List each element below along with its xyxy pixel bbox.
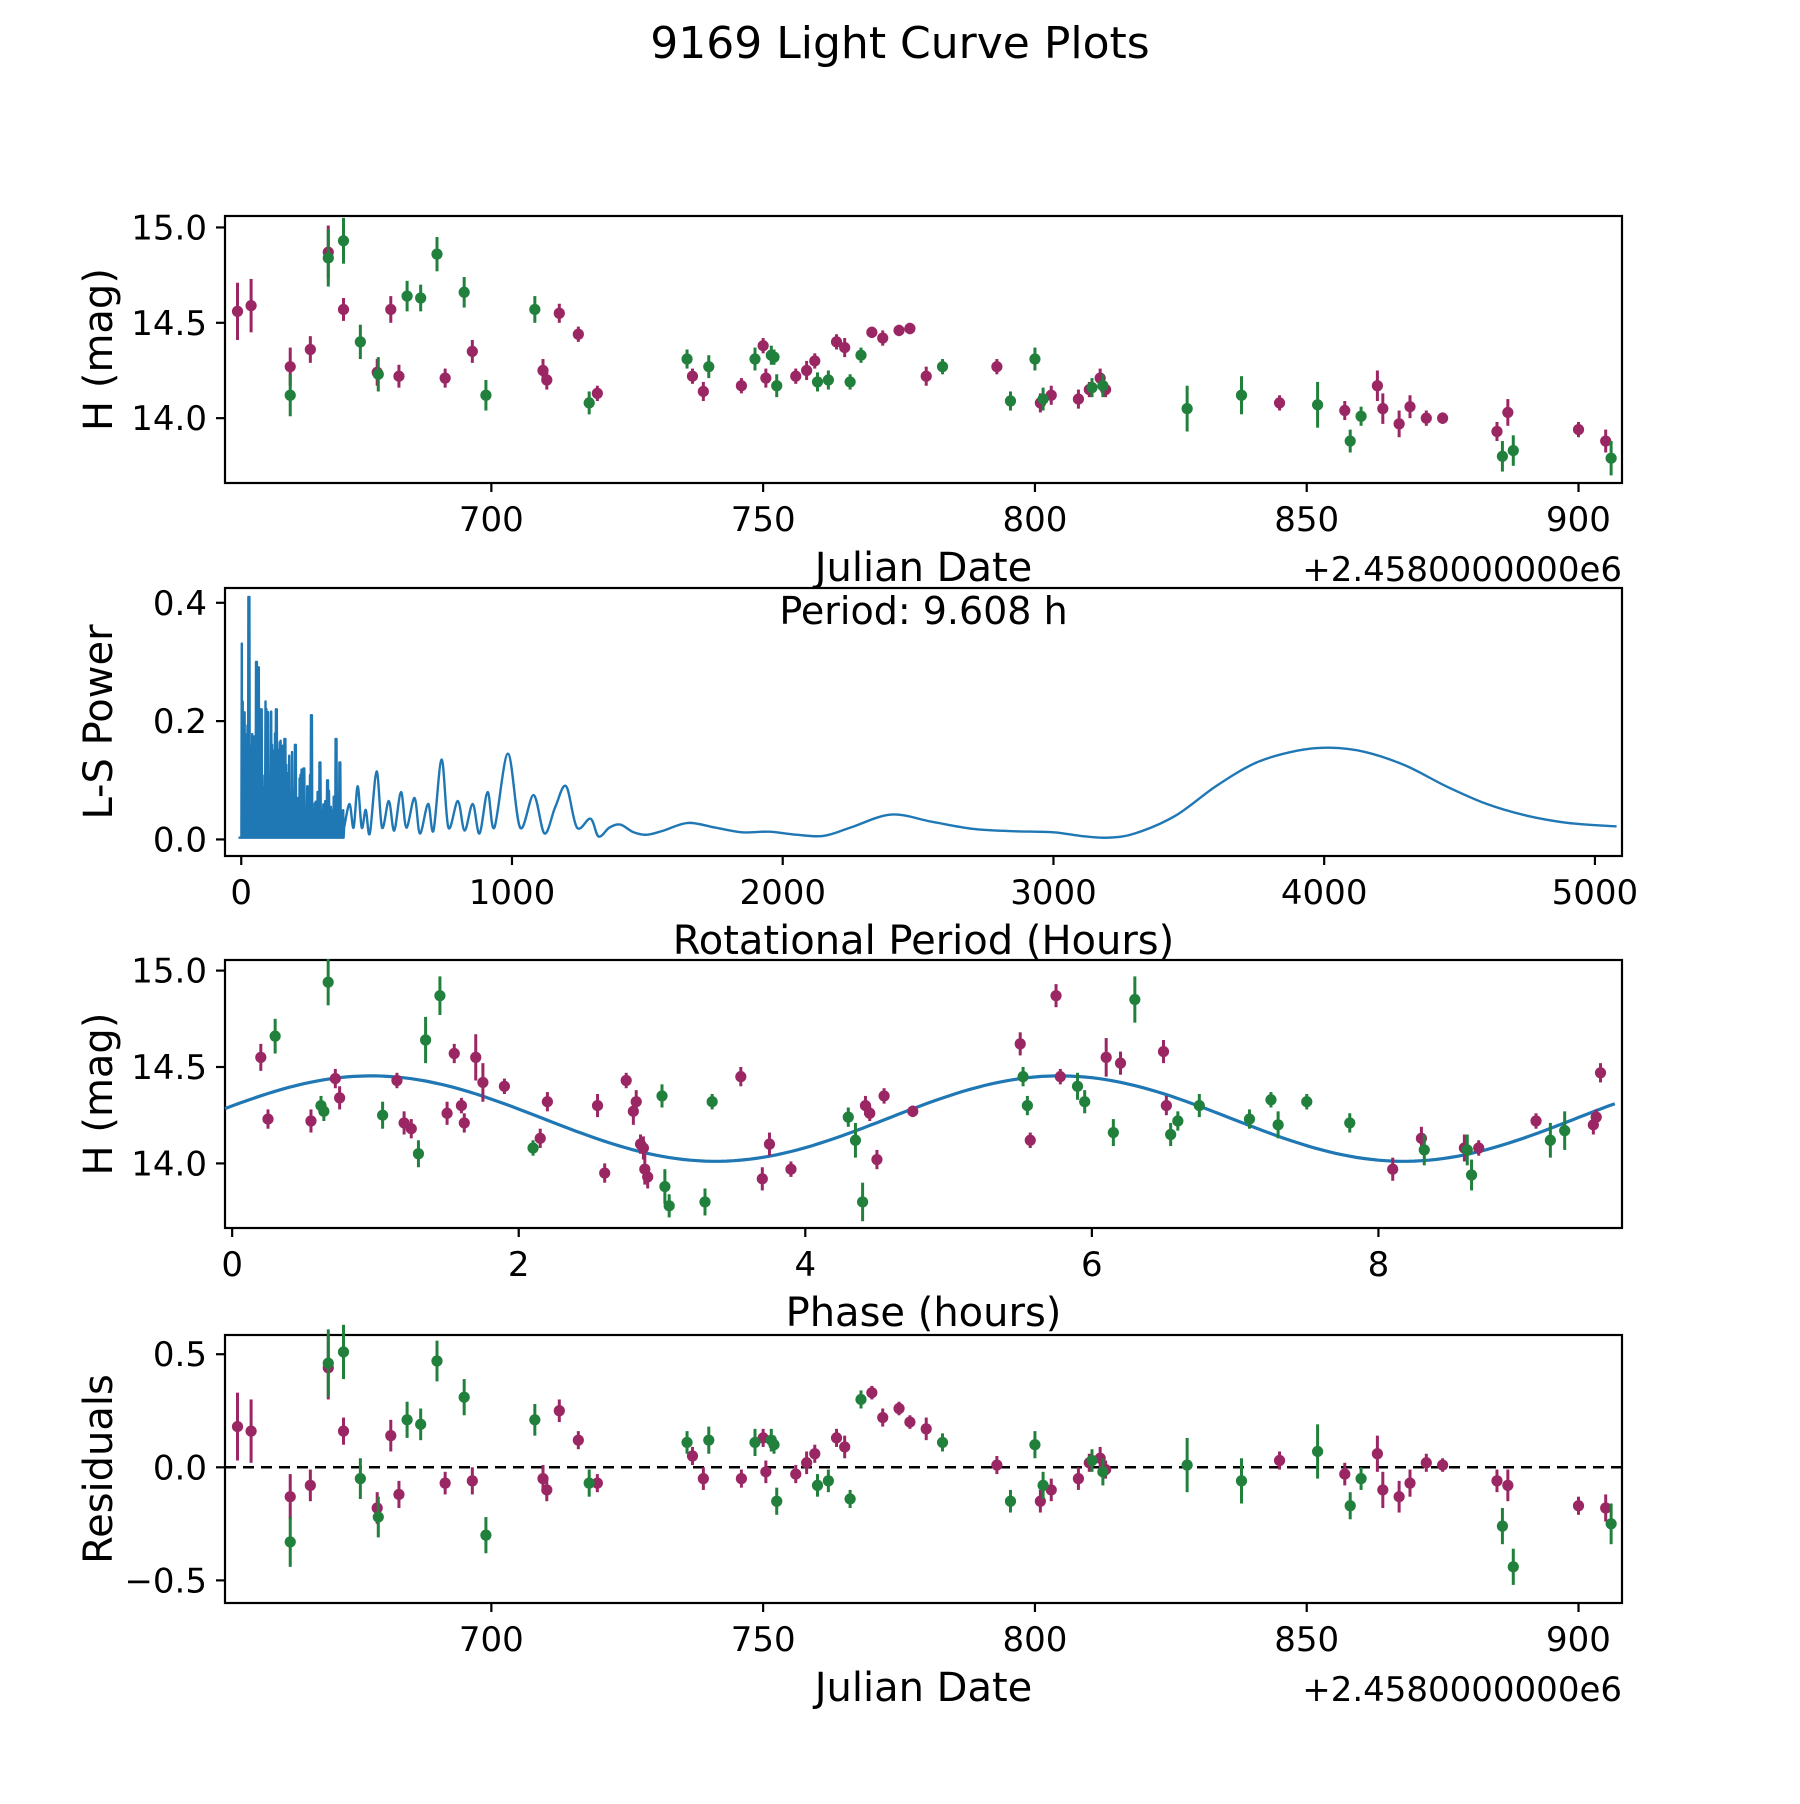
data-point [1573, 424, 1584, 435]
data-point [921, 1423, 932, 1434]
data-point [1022, 1100, 1033, 1111]
data-point [323, 977, 334, 988]
data-point [1005, 1496, 1016, 1507]
data-point [823, 374, 834, 385]
subplot-phased-lightcurve [76, 952, 1622, 1336]
data-point [373, 1511, 384, 1522]
data-point [527, 1142, 538, 1153]
data-point [285, 361, 296, 372]
y-tick-label: 0.2 [152, 702, 207, 743]
x-axis-label-residuals-jd: Julian Date [814, 1665, 1033, 1711]
data-point [1017, 1071, 1028, 1082]
data-point [839, 1441, 850, 1452]
data-point [529, 304, 540, 315]
data-point [703, 1435, 714, 1446]
data-point [470, 1052, 481, 1063]
data-point [393, 1489, 404, 1500]
data-point [393, 371, 404, 382]
data-point [1344, 1117, 1355, 1128]
data-point [385, 304, 396, 315]
data-point [1274, 397, 1285, 408]
data-point [621, 1075, 632, 1086]
data-point [1244, 1113, 1255, 1124]
data-point [864, 1108, 875, 1119]
data-point [1097, 380, 1108, 391]
data-point [554, 1405, 565, 1416]
x-tick-label: 5000 [1551, 873, 1639, 913]
data-point [1372, 380, 1383, 391]
data-point [1404, 1478, 1415, 1489]
data-point [790, 1468, 801, 1479]
data-point [991, 361, 1002, 372]
data-point [305, 344, 316, 355]
axes-frame-phased-lightcurve [225, 960, 1622, 1228]
data-point [809, 1448, 820, 1459]
data-point [499, 1081, 510, 1092]
data-point [338, 1346, 349, 1357]
data-point [1161, 1100, 1172, 1111]
data-point [1236, 390, 1247, 401]
data-point [1606, 453, 1617, 464]
data-point [406, 1123, 417, 1134]
subplot-residuals-jd [76, 1325, 1622, 1711]
data-point [449, 1048, 460, 1059]
data-point [771, 1496, 782, 1507]
data-point [768, 1439, 779, 1450]
data-point [599, 1167, 610, 1178]
data-point [877, 1412, 888, 1423]
y-axis-label-residuals-jd: Residuals [76, 1374, 122, 1564]
series-night-2-residuals-jd [285, 1325, 1617, 1585]
data-point [749, 353, 760, 364]
y-tick-label: 0.4 [152, 583, 207, 624]
data-point [285, 1491, 296, 1502]
data-point [638, 1142, 649, 1153]
data-point [1355, 1473, 1366, 1484]
data-point [338, 1426, 349, 1437]
data-point [1037, 393, 1048, 404]
data-point [1377, 1484, 1388, 1495]
data-point [480, 390, 491, 401]
data-point [937, 1437, 948, 1448]
data-point [760, 1466, 771, 1477]
data-point [431, 249, 442, 260]
data-point [855, 350, 866, 361]
data-point [871, 1154, 882, 1165]
data-point [1182, 1459, 1193, 1470]
data-point [232, 306, 243, 317]
data-point [1508, 1561, 1519, 1572]
data-point [1073, 393, 1084, 404]
series-night-1-lightcurve-jd [232, 226, 1611, 453]
data-point [681, 353, 692, 364]
period-annotation: Period: 9.608 h [779, 589, 1068, 633]
data-point [1387, 1164, 1398, 1175]
data-point [1101, 1052, 1112, 1063]
data-point [1274, 1455, 1285, 1466]
data-point [659, 1181, 670, 1192]
x-tick-label: 1000 [468, 873, 556, 913]
data-point [768, 352, 779, 363]
data-point [420, 1034, 431, 1045]
data-point [904, 1416, 915, 1427]
data-point [431, 1355, 442, 1366]
data-point [1473, 1142, 1484, 1153]
y-axis-label-lightcurve-jd: H (mag) [76, 268, 122, 431]
data-point [1086, 382, 1097, 393]
data-point [415, 292, 426, 303]
data-point [1595, 1067, 1606, 1078]
data-point [584, 397, 595, 408]
data-point [1339, 405, 1350, 416]
data-point [687, 1450, 698, 1461]
data-point [285, 390, 296, 401]
data-point [904, 323, 915, 334]
data-point [1312, 1446, 1323, 1457]
data-point [573, 329, 584, 340]
x-tick-label: 0 [221, 1245, 243, 1285]
data-point [907, 1106, 918, 1117]
data-point [542, 1096, 553, 1107]
x-tick-label: 800 [1002, 500, 1068, 540]
data-point [480, 1530, 491, 1541]
data-point [401, 291, 412, 302]
data-point [845, 1493, 856, 1504]
data-point [434, 990, 445, 1001]
figure-title: 9169 Light Curve Plots [650, 18, 1150, 69]
data-point [592, 388, 603, 399]
x-tick-label: 0 [230, 873, 253, 913]
data-point [355, 336, 366, 347]
x-tick-label: 8 [1367, 1245, 1390, 1285]
data-point [1530, 1115, 1541, 1126]
data-point [338, 235, 349, 246]
data-point [305, 1115, 316, 1126]
y-tick-label: 14.5 [131, 1048, 207, 1089]
y-axis-label-periodogram: L-S Power [76, 624, 122, 820]
y-axis-label-phased-lightcurve: H (mag) [76, 1012, 122, 1176]
data-point [318, 1106, 329, 1117]
data-point [1497, 1521, 1508, 1532]
data-point [785, 1164, 796, 1175]
data-point [1545, 1135, 1556, 1146]
data-point [1394, 418, 1405, 429]
data-point [1158, 1046, 1169, 1057]
y-tick-label: 14.5 [131, 303, 207, 344]
x-tick-label: 900 [1546, 1620, 1611, 1660]
data-point [554, 308, 565, 319]
data-point [736, 380, 747, 391]
data-point [1273, 1119, 1284, 1130]
x-tick-label: 4 [794, 1245, 817, 1285]
data-point [334, 1092, 345, 1103]
data-point [323, 252, 334, 263]
periodogram-curve [239, 597, 1617, 838]
data-point [664, 1200, 675, 1211]
data-point [1421, 1457, 1432, 1468]
data-point [758, 340, 769, 351]
data-point [1025, 1135, 1036, 1146]
data-point [681, 1437, 692, 1448]
x-axis-label-phased-lightcurve: Phase (hours) [785, 1290, 1062, 1336]
data-point [698, 386, 709, 397]
data-point [391, 1075, 402, 1086]
data-point [831, 1432, 842, 1443]
data-point [467, 346, 478, 357]
data-point [866, 327, 877, 338]
data-point [699, 1196, 710, 1207]
data-point [459, 1117, 470, 1128]
plots-group [76, 208, 1638, 1711]
x-tick-label: 850 [1274, 1620, 1340, 1660]
data-point [1236, 1475, 1247, 1486]
data-point [845, 376, 856, 387]
data-point [1345, 1500, 1356, 1511]
y-tick-label: 15.0 [131, 951, 207, 992]
data-point [1462, 1144, 1473, 1155]
data-point [377, 1110, 388, 1121]
y-tick-label: 15.0 [131, 208, 207, 249]
data-point [1129, 994, 1140, 1005]
y-tick-label: 14.0 [131, 1144, 207, 1185]
x-tick-label: 800 [1002, 1620, 1068, 1660]
data-point [1437, 1459, 1448, 1470]
data-point [1015, 1038, 1026, 1049]
data-point [1172, 1115, 1183, 1126]
data-point [1600, 435, 1611, 446]
data-point [1050, 990, 1061, 1001]
data-point [1491, 1475, 1502, 1486]
data-point [1377, 403, 1388, 414]
x-tick-label: 2000 [739, 873, 826, 913]
data-point [1312, 399, 1323, 410]
data-point [1419, 1144, 1430, 1155]
data-point [839, 342, 850, 353]
data-point [749, 1437, 760, 1448]
data-point [1394, 1491, 1405, 1502]
data-point [1573, 1500, 1584, 1511]
series-night-2-lightcurve-jd [285, 218, 1617, 475]
data-point [857, 1196, 868, 1207]
axes-frame-residuals-jd [225, 1335, 1622, 1603]
data-point [1072, 1081, 1083, 1092]
data-point [764, 1139, 775, 1150]
data-point [255, 1052, 266, 1063]
data-point [413, 1148, 424, 1159]
data-point [1421, 413, 1432, 424]
y-tick-label: 0.0 [152, 1448, 207, 1489]
data-point [1097, 1466, 1108, 1477]
x-tick-label: 850 [1274, 500, 1340, 540]
y-tick-label: 0.0 [152, 820, 207, 861]
data-point [456, 1100, 467, 1111]
data-point [843, 1112, 854, 1123]
data-point [812, 1480, 823, 1491]
data-point [921, 371, 932, 382]
data-point [1497, 451, 1508, 462]
data-point [477, 1077, 488, 1088]
data-point [1029, 1439, 1040, 1450]
data-point [866, 1387, 877, 1398]
data-point [459, 287, 470, 298]
y-tick-label: 0.5 [152, 1335, 207, 1376]
data-point [262, 1113, 273, 1124]
data-point [373, 369, 384, 380]
data-point [736, 1473, 747, 1484]
subplot-lightcurve-jd [76, 208, 1622, 591]
data-point [330, 1073, 341, 1084]
data-point [535, 1133, 546, 1144]
data-point [459, 1392, 470, 1403]
data-point [441, 1108, 452, 1119]
data-point [1301, 1096, 1312, 1107]
x-offset-label: +2.4580000000e6 [1302, 1670, 1622, 1710]
data-point [440, 373, 451, 384]
data-point [937, 361, 948, 372]
data-point [1165, 1129, 1176, 1140]
data-point [1600, 1502, 1611, 1513]
data-point [850, 1135, 861, 1146]
data-point [1079, 1096, 1090, 1107]
x-axis-label-periodogram: Rotational Period (Hours) [672, 918, 1175, 964]
data-point [541, 374, 552, 385]
data-point [573, 1435, 584, 1446]
data-point [1591, 1112, 1602, 1123]
data-point [285, 1536, 296, 1547]
data-point [823, 1475, 834, 1486]
data-point [1559, 1125, 1570, 1136]
fit-curve [225, 1076, 1615, 1161]
data-point [355, 1473, 366, 1484]
data-point [855, 1394, 866, 1405]
x-tick-label: 2 [507, 1245, 530, 1285]
x-tick-label: 750 [730, 500, 796, 540]
data-point [1345, 435, 1356, 446]
data-point [415, 1419, 426, 1430]
data-point [1115, 1058, 1126, 1069]
data-point [1339, 1468, 1350, 1479]
data-point [801, 365, 812, 376]
data-point [440, 1478, 451, 1489]
data-point [893, 325, 904, 336]
data-point [801, 1457, 812, 1468]
data-point [1606, 1518, 1617, 1529]
data-point [541, 1484, 552, 1495]
data-point [735, 1071, 746, 1082]
data-point [1508, 445, 1519, 456]
data-point [771, 380, 782, 391]
y-tick-label: −0.5 [124, 1561, 207, 1602]
data-point [698, 1473, 709, 1484]
x-offset-label: +2.4580000000e6 [1302, 550, 1622, 590]
data-point [878, 1090, 889, 1101]
data-point [385, 1430, 396, 1441]
data-point [877, 332, 888, 343]
data-point [1502, 1480, 1513, 1491]
data-point [1437, 413, 1448, 424]
data-point [631, 1096, 642, 1107]
data-point [812, 376, 823, 387]
data-point [1055, 1071, 1066, 1082]
data-point [401, 1414, 412, 1425]
x-tick-label: 750 [730, 1620, 796, 1660]
data-point [1265, 1094, 1276, 1105]
data-point [1502, 407, 1513, 418]
data-point [809, 355, 820, 366]
x-tick-label: 6 [1081, 1245, 1103, 1285]
data-point [584, 1478, 595, 1489]
data-point [338, 304, 349, 315]
data-point [893, 1403, 904, 1414]
data-point [1404, 401, 1415, 412]
data-point [707, 1096, 718, 1107]
data-point [1037, 1480, 1048, 1491]
data-point [592, 1100, 603, 1111]
data-point [467, 1475, 478, 1486]
data-point [757, 1173, 768, 1184]
data-point [1029, 353, 1040, 364]
data-point [245, 1426, 256, 1437]
y-tick-label: 14.0 [131, 399, 207, 440]
data-point [529, 1414, 540, 1425]
data-point [703, 361, 714, 372]
data-point [245, 300, 256, 311]
x-tick-label: 700 [458, 500, 524, 540]
data-point [1086, 1455, 1097, 1466]
data-point [687, 371, 698, 382]
data-point [991, 1459, 1002, 1470]
x-tick-label: 700 [458, 1620, 524, 1660]
data-point [1491, 426, 1502, 437]
data-point [232, 1421, 243, 1432]
data-point [760, 373, 771, 384]
x-tick-label: 3000 [1010, 873, 1097, 913]
subplot-periodogram [76, 584, 1638, 964]
data-point [1372, 1448, 1383, 1459]
data-point [323, 1358, 334, 1369]
data-point [1355, 411, 1366, 422]
data-point [1073, 1473, 1084, 1484]
data-point [1466, 1169, 1477, 1180]
data-point [790, 371, 801, 382]
data-point [1194, 1100, 1205, 1111]
data-point [642, 1171, 653, 1182]
data-point [1005, 395, 1016, 406]
data-point [656, 1090, 667, 1101]
data-point [1108, 1127, 1119, 1138]
x-tick-label: 4000 [1280, 873, 1368, 913]
data-point [305, 1480, 316, 1491]
data-point [1182, 403, 1193, 414]
x-tick-label: 900 [1546, 500, 1611, 540]
x-axis-label-lightcurve-jd: Julian Date [814, 545, 1033, 591]
data-point [270, 1031, 281, 1042]
